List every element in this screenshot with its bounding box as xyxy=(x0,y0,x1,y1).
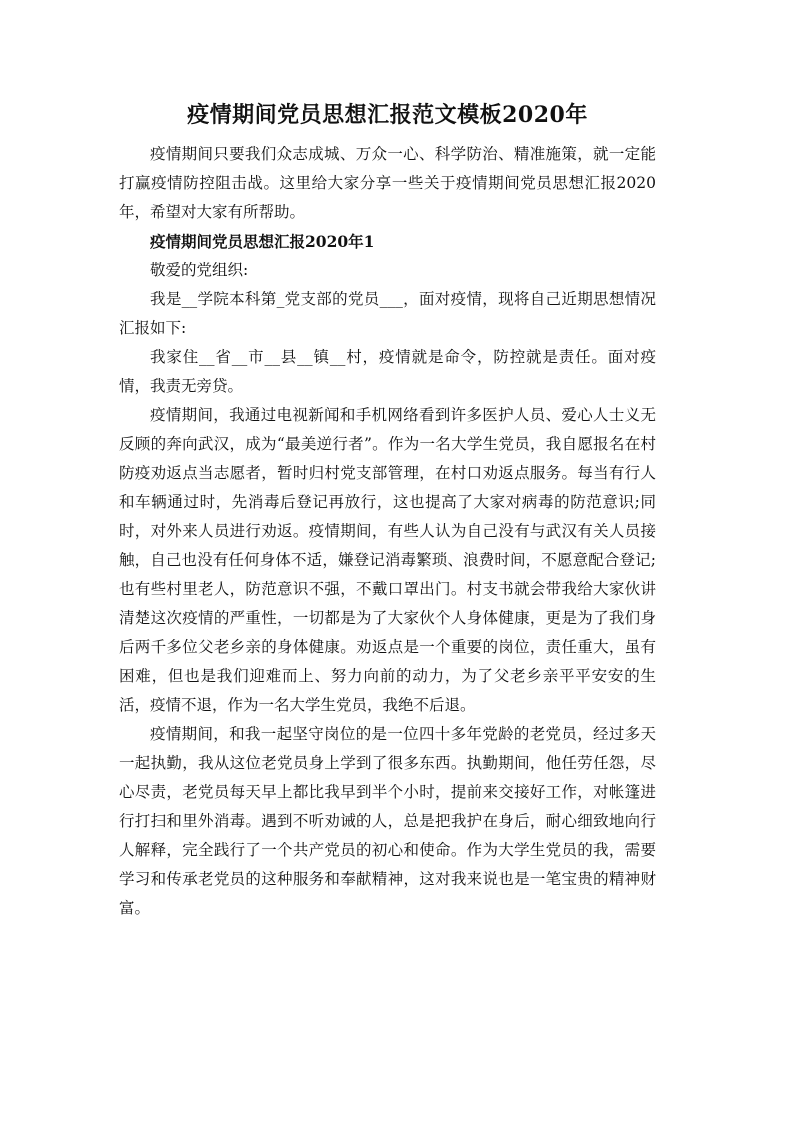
intro-paragraph: 疫情期间只要我们众志成城、万众一心、科学防治、精准施策，就一定能打赢疫情防控阻击战。这里给大家分享一些关于疫情期间党员思想汇报2020年，希望对大家有所帮助。 xyxy=(119,145,656,221)
document-title: 疫情期间党员思想汇报范文模板2020年 xyxy=(187,102,588,128)
body-paragraph: 疫情期间，和我一起坚守岗位的是一位四十多年党龄的老党员，经过多天一起执勤，我从这位老党员身上学到了很多东西。执勤期间，他任劳任怨，尽心尽责，老党员每天早上都比我早到半个小时，提前来交接好工作，对帐篷进行打扫和里外消毒。遇到不听劝诫的人，总是把我护在身后，耐心细致地向行人解释，完全践行了一个共产党员的初心和使命。作为大学生党员的我，需要学习和传承老党员的这种服务和奉献精神，这对我来说也是一笔宝贵的精神财富。 xyxy=(119,725,656,917)
body-paragraph: 我是__学院本科第_党支部的党员___，面对疫情，现将自己近期思想情况汇报如下: xyxy=(119,290,656,337)
body-paragraph: 我家住__省__市__县__镇__村，疫情就是命令，防控就是责任。面对疫情，我责无旁贷。 xyxy=(119,348,656,395)
section-heading: 疫情期间党员思想汇报2020年1 xyxy=(150,232,375,251)
body-paragraph: 疫情期间，我通过电视新闻和手机网络看到许多医护人员、爱心人士义无反顾的奔向武汉，成为“最美逆行者”。作为一名大学生党员，我自愿报名在村防疫劝返点当志愿者，暂时归村党支部管理，在村口劝返点服务。每当有行人和车辆通过时，先消毒后登记再放行，这也提高了大家对病毒的防范意识;同时，对外来人员进行劝返。疫情期间，有些人认为自己没有与武汉有关人员接触，自己也没有任何身体不适，嫌登记消毒繁琐、浪费时间，不愿意配合登记;也有些村里老人，防范意识不强，不戴口罩出门。村支书就会带我给大家伙讲清楚这次疫情的严重性，一切都是为了大家伙个人身体健康，更是为了我们身后两千多位父老乡亲的身体健康。劝返点是一个重要的岗位，责任重大，虽有困难，但也是我们迎难而上、努力向前的动力，为了父老乡亲平平安安的生活，疫情不退，作为一名大学生党员，我绝不后退。 xyxy=(119,406,656,714)
document-body xyxy=(119,98,656,923)
salutation: 敬爱的党组织: xyxy=(150,261,249,279)
